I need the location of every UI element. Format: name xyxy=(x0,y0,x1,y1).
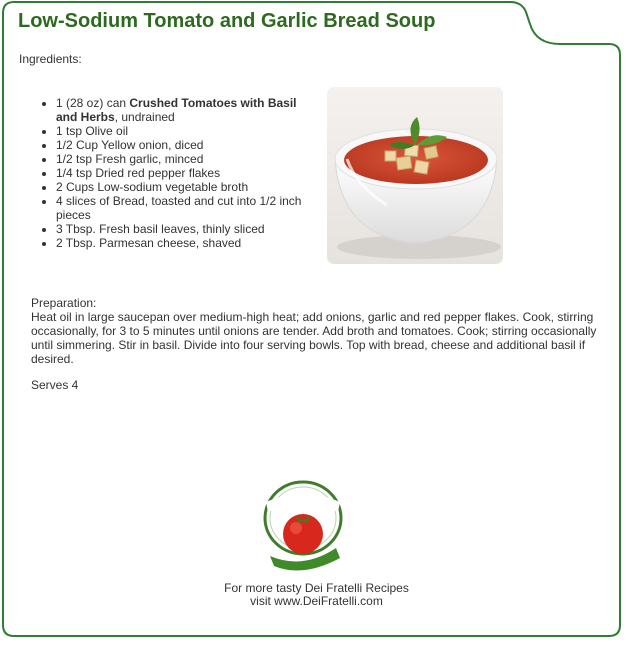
ingredient-list xyxy=(38,96,314,250)
ingredient-item: • 1/4 tsp Dried red pepper flakes xyxy=(56,166,314,180)
preparation-section xyxy=(31,296,603,366)
dei-fratelli-logo-icon xyxy=(260,478,346,578)
footer xyxy=(0,582,633,608)
preparation-text: Heat oil in large saucepan over medium-high heat; add onions, garlic and red pepper flakes. Cook, stirring occasionally, for 3 to 5 minutes until onions are tender. Add broth and tomatoes. Cook; stirring occasionally until simmering. Stir in basil. Divide into four serving bowls. Top with bread, cheese and additional basil if desired. xyxy=(31,310,597,366)
tomato-soup-photo xyxy=(327,87,503,264)
recipe-title: Low-Sodium Tomato and Garlic Bread Soup xyxy=(18,10,436,32)
serves-text: Serves 4 xyxy=(31,378,79,392)
ingredient-item: • 1/2 tsp Fresh garlic, minced xyxy=(56,152,314,166)
ingredients-heading: Ingredients: xyxy=(19,52,82,66)
ingredient-item: • 1 (28 oz) can Crushed Tomatoes with Basil and Herbs, undrained xyxy=(56,96,314,124)
ingredient-item: • 2 Tbsp. Parmesan cheese, shaved xyxy=(56,236,314,250)
ingredient-item: • 3 Tbsp. Fresh basil leaves, thinly sliced xyxy=(56,222,314,236)
ingredient-item: • 1 tsp Olive oil xyxy=(56,124,314,138)
preparation-heading: Preparation: xyxy=(31,296,97,310)
ingredient-item: • 4 slices of Bread, toasted and cut into 1/2 inch pieces xyxy=(56,194,314,222)
ingredient-item: • 1/2 Cup Yellow onion, diced xyxy=(56,138,314,152)
footer-link[interactable]: visit www.DeiFratelli.com xyxy=(250,594,383,608)
ingredient-item: • 2 Cups Low-sodium vegetable broth xyxy=(56,180,314,194)
footer-line-1: For more tasty Dei Fratelli Recipes xyxy=(224,581,409,595)
